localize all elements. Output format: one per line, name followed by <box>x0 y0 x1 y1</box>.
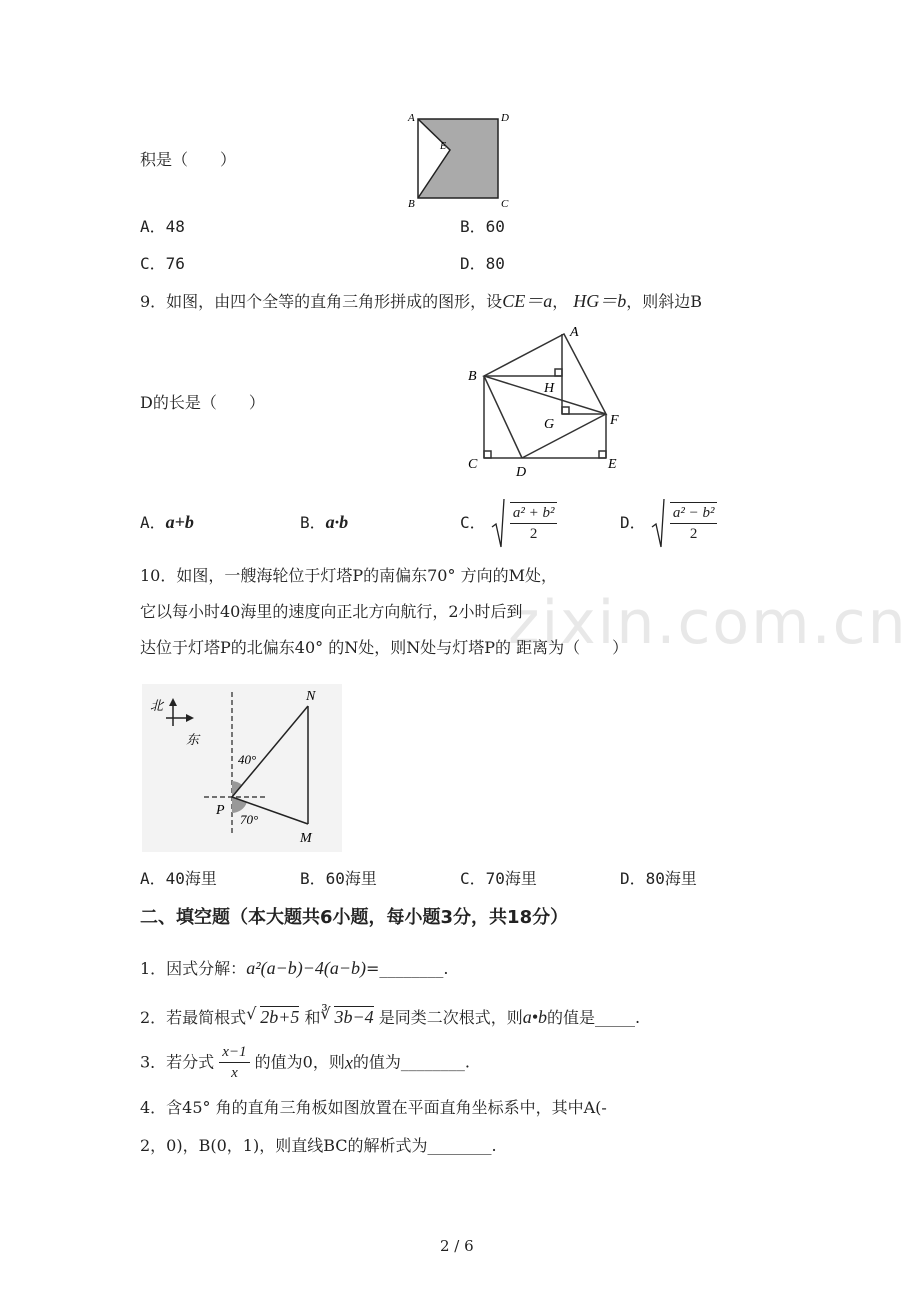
q9-hg: HG＝b <box>573 291 627 311</box>
page-number: 2 / 6 <box>440 1237 474 1255</box>
q9-option-c: C． $\frac{\text{a² + b²}}{2}$ <box>460 497 557 549</box>
q9-label-a: A <box>570 325 579 340</box>
q9-label-e: E <box>608 457 617 472</box>
q8-option-c: C．76 <box>140 254 185 273</box>
q10-angle-top: 40° <box>238 752 257 767</box>
q10-option-a: A．40海里 <box>140 869 217 888</box>
fill-question-4-line1: 4．含45° 角的直角三角板如图放置在平面直角坐标系中，其中A(- <box>140 1098 607 1117</box>
q9-option-a-expr: a+b <box>165 512 194 532</box>
fill-question-3: 3．若分式 $\frac{x-1}{x}$ 的值为0，则x的值为________. <box>140 1044 470 1081</box>
fill-question-2: 2．若最简根式 √ 2b+5 和 ∛ 3b−4 是同类二次根式，则a•b的值是_____. <box>140 1004 641 1027</box>
q10-angle-bottom: 70° <box>240 812 259 827</box>
watermark-text: zixin.com.cn <box>508 588 908 658</box>
q8-option-b: B．60 <box>460 217 505 236</box>
q8-label-a: A <box>408 112 415 124</box>
f2-radical-1: √ 2b+5 <box>246 1004 300 1027</box>
q8-stem-end: 积是（ ） <box>140 150 237 169</box>
q9-option-a: A．a+b <box>140 512 194 532</box>
q10-label-p: P <box>216 803 225 818</box>
q9-stem-text: 9．如图，由四个全等的直角三角形拼成的图形，设 <box>140 292 503 311</box>
q9-label-f: F <box>610 413 619 428</box>
q8-label-c: C <box>501 198 509 210</box>
f3-fraction: $\frac{x-1}{x}$ <box>219 1042 249 1083</box>
q9-ce: CE＝a <box>502 291 553 311</box>
q9-label-b: B <box>468 369 477 384</box>
section2-title: 二、填空题（本大题共6小题，每小题3分，共18分） <box>140 907 569 928</box>
q10-bearing-figure <box>142 684 342 852</box>
q8-label-b: B <box>408 198 415 210</box>
q9-stem-tail: ，则斜边B <box>626 292 703 311</box>
q8-square-figure <box>404 108 516 212</box>
q9-option-b: B．a·b <box>300 512 349 532</box>
q10-label-n: N <box>306 689 316 704</box>
fill-question-1: 1．因式分解：a²(a−b)−4(a−b)=________. <box>140 958 449 978</box>
q10-label-m: M <box>300 831 312 846</box>
q9-label-d: D <box>516 465 527 480</box>
q10-line2: 它以每小时40海里的速度向正北方向航行，2小时后到 <box>140 602 523 621</box>
q10-north-label: 北 <box>150 698 164 713</box>
f2-radical-2: ∛ 3b−4 <box>320 1004 374 1027</box>
q10-option-d: D．80海里 <box>620 869 697 888</box>
f2-ab: a•b <box>522 1007 548 1027</box>
q9-label-h: H <box>544 381 555 396</box>
q9-option-d: D． $\frac{\text{a² − b²}}{2}$ <box>620 497 717 549</box>
q9-triangles-figure <box>464 320 634 480</box>
q9-stem: 9．如图，由四个全等的直角三角形拼成的图形，设CE＝a， HG＝b，则斜边B <box>140 291 703 311</box>
q9-option-d-radical: $\frac{\text{a² − b²}}{2}$ <box>651 497 718 549</box>
q8-option-a: A．48 <box>140 217 185 236</box>
q9-label-c: C <box>468 457 478 472</box>
q10-line3: 达位于灯塔P的北偏东40° 的N处，则N处与灯塔P的 距离为（ ） <box>140 638 629 657</box>
q9-stem-line2: D的长是（ ） <box>140 393 265 412</box>
f1-expression: a²(a−b)−4(a−b) <box>246 958 366 978</box>
q9-option-b-expr: a·b <box>325 512 349 532</box>
fill-question-4-line2: 2，0)，B(0，1)，则直线BC的解析式为________. <box>140 1136 497 1155</box>
q9-label-g: G <box>544 417 555 432</box>
q10-line1: 10．如图，一艘海轮位于灯塔P的南偏东70° 方向的M处， <box>140 566 557 585</box>
q8-option-d: D．80 <box>460 254 505 273</box>
q9-option-c-radical: $\frac{\text{a² + b²}}{2}$ <box>491 497 558 549</box>
q10-east-label: 东 <box>186 732 200 747</box>
q10-option-c: C．70海里 <box>460 869 537 888</box>
q8-label-e: E <box>440 141 447 152</box>
q8-label-d: D <box>501 112 509 124</box>
q10-option-b: B．60海里 <box>300 869 377 888</box>
